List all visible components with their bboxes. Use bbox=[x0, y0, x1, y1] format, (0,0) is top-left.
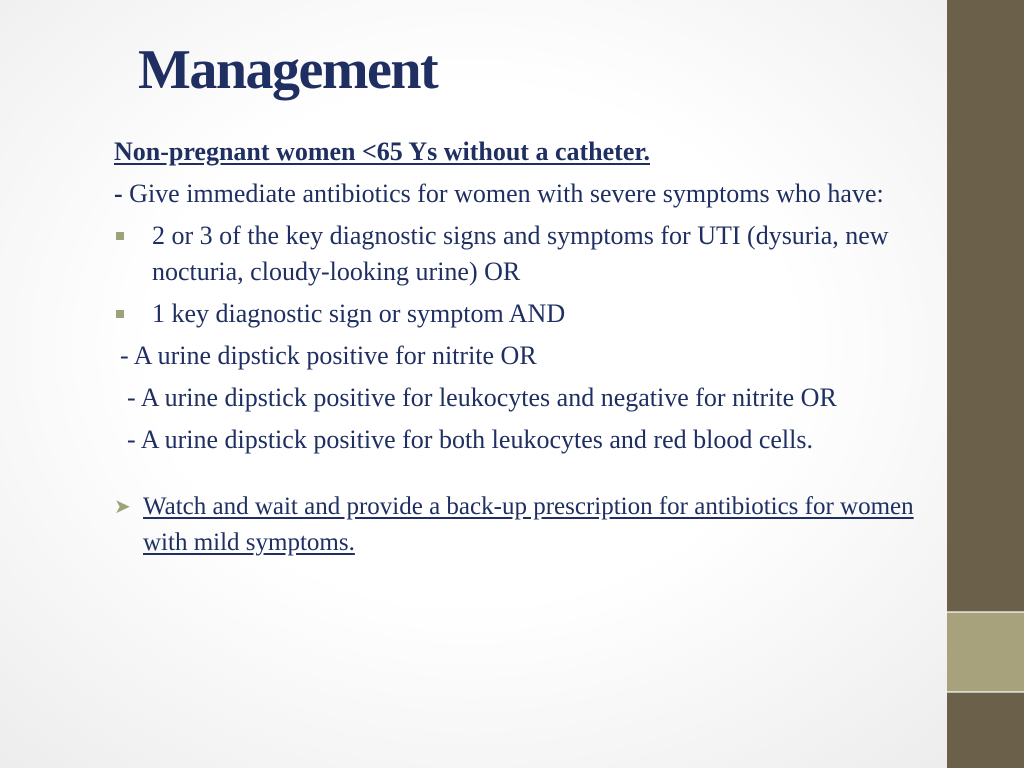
sidebar-band-top bbox=[947, 0, 1024, 612]
bullet-text: 2 or 3 of the key diagnostic signs and symptoms for UTI (dysuria, new nocturia, cloudy-looking urine) OR bbox=[152, 221, 889, 286]
dash-item: - A urine dipstick positive for both leukocytes and red blood cells. bbox=[127, 425, 813, 454]
section-heading: Non-pregnant women <65 Ys without a catheter. bbox=[114, 137, 651, 166]
bullet-text: 1 key diagnostic sign or symptom AND bbox=[152, 299, 566, 328]
sidebar-band-middle bbox=[947, 612, 1024, 692]
intro-text: Give immediate antibiotics for women with severe symptoms who have: bbox=[122, 179, 884, 208]
slide-title: Management bbox=[138, 39, 438, 101]
bullet-item bbox=[114, 296, 939, 332]
square-bullet-icon bbox=[116, 310, 124, 318]
intro-paragraph bbox=[114, 176, 939, 212]
bullet-item bbox=[114, 218, 939, 290]
sidebar-separator bbox=[947, 611, 1024, 613]
dash-item: - A urine dipstick positive for nitrite OR bbox=[120, 341, 537, 370]
decorative-sidebar bbox=[947, 0, 1024, 768]
square-bullet-icon bbox=[116, 232, 124, 240]
slide-content bbox=[114, 134, 939, 560]
watch-and-wait-text: Watch and wait and provide a back-up prescription for antibiotics for women with mild symptoms. bbox=[143, 493, 914, 556]
intro-dash: - bbox=[114, 179, 123, 208]
arrow-item bbox=[114, 488, 939, 560]
arrow-bullet-icon: ➤ bbox=[114, 494, 131, 518]
sidebar-separator bbox=[947, 691, 1024, 693]
dash-item: - A urine dipstick positive for leukocytes and negative for nitrite OR bbox=[127, 383, 837, 412]
sidebar-band-bottom bbox=[947, 692, 1024, 768]
